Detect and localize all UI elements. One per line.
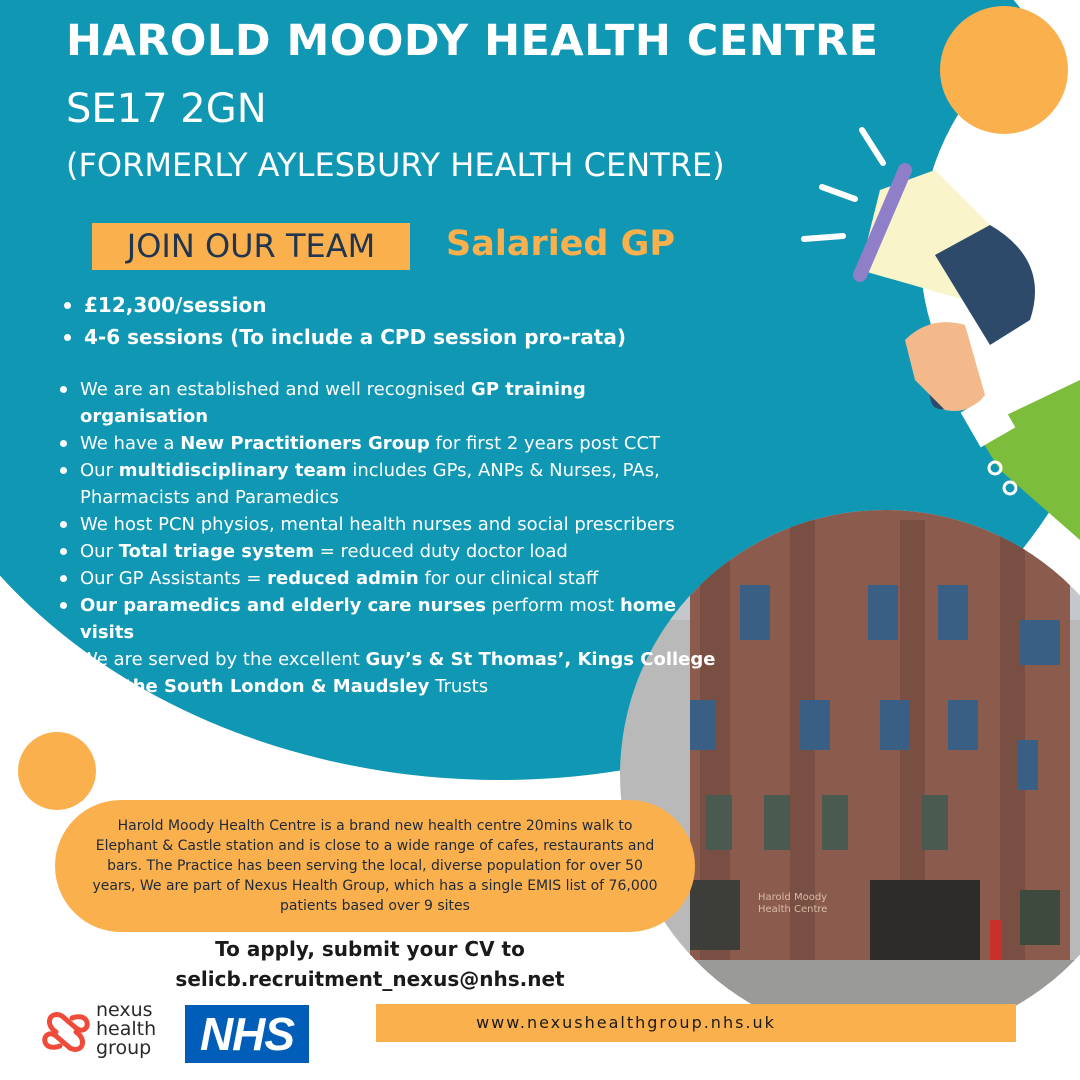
list-item: Our paramedics and elderly care nurses perform most home visits — [60, 592, 720, 646]
building-sign: Harold Moody Health Centre — [758, 892, 828, 915]
nhs-logo-text: NHS — [199, 1008, 295, 1060]
apply-email-link[interactable]: selicb.recruitment_nexus@nhs.net — [175, 967, 565, 991]
postcode: SE17 2GN — [66, 86, 267, 132]
orange-circle-top — [940, 6, 1068, 134]
orange-circle-left — [18, 732, 96, 810]
list-item: We have a New Practitioners Group for first 2 years post CCT — [60, 430, 720, 457]
list-item: We are served by the excellent Guy’s & St Thomas’, Kings College and the South London & Maudsley Trusts — [60, 646, 720, 700]
job-role: Salaried GP — [446, 224, 676, 264]
list-item: We host PCN physios, mental health nurses and social prescribers — [60, 511, 720, 538]
key-term-salary: £12,300/session — [64, 289, 704, 321]
list-item: Our Total triage system = reduced duty doctor load — [60, 538, 720, 565]
about-box — [55, 800, 695, 932]
apply-instruction: To apply, submit your CV to — [215, 937, 525, 961]
key-terms-list — [64, 289, 704, 353]
join-our-team-label: JOIN OUR TEAM — [92, 223, 410, 270]
nhs-logo — [185, 1005, 309, 1063]
about-text: Harold Moody Health Centre is a brand new health centre 20mins walk to Elephant & Castle station and is close to a wide range of cafes, restaurants and bars. The Practice has been serving the local, diverse population for over 50 years, We are part of Nexus Health Group, which has a single EMIS list of 76,000 patients based over 9 sites — [92, 818, 658, 914]
apply-section — [150, 934, 590, 994]
benefits-list — [60, 376, 720, 700]
nexus-logo-text: nexus health group — [96, 999, 157, 1059]
list-item: Our multidisciplinary team includes GPs, ANPs & Nurses, PAs, Pharmacists and Paramedics — [60, 457, 720, 511]
key-term-sessions: 4-6 sessions (To include a CPD session pro-rata) — [64, 321, 704, 353]
list-item: Our GP Assistants = reduced admin for our clinical staff — [60, 565, 720, 592]
website-link[interactable]: www.nexushealthgroup.nhs.uk — [476, 1013, 776, 1032]
former-name: (FORMERLY AYLESBURY HEALTH CENTRE) — [66, 146, 725, 184]
page-title: HAROLD MOODY HEALTH CENTRE — [66, 16, 879, 66]
list-item: We are an established and well recognised GP training organisation — [60, 376, 720, 430]
